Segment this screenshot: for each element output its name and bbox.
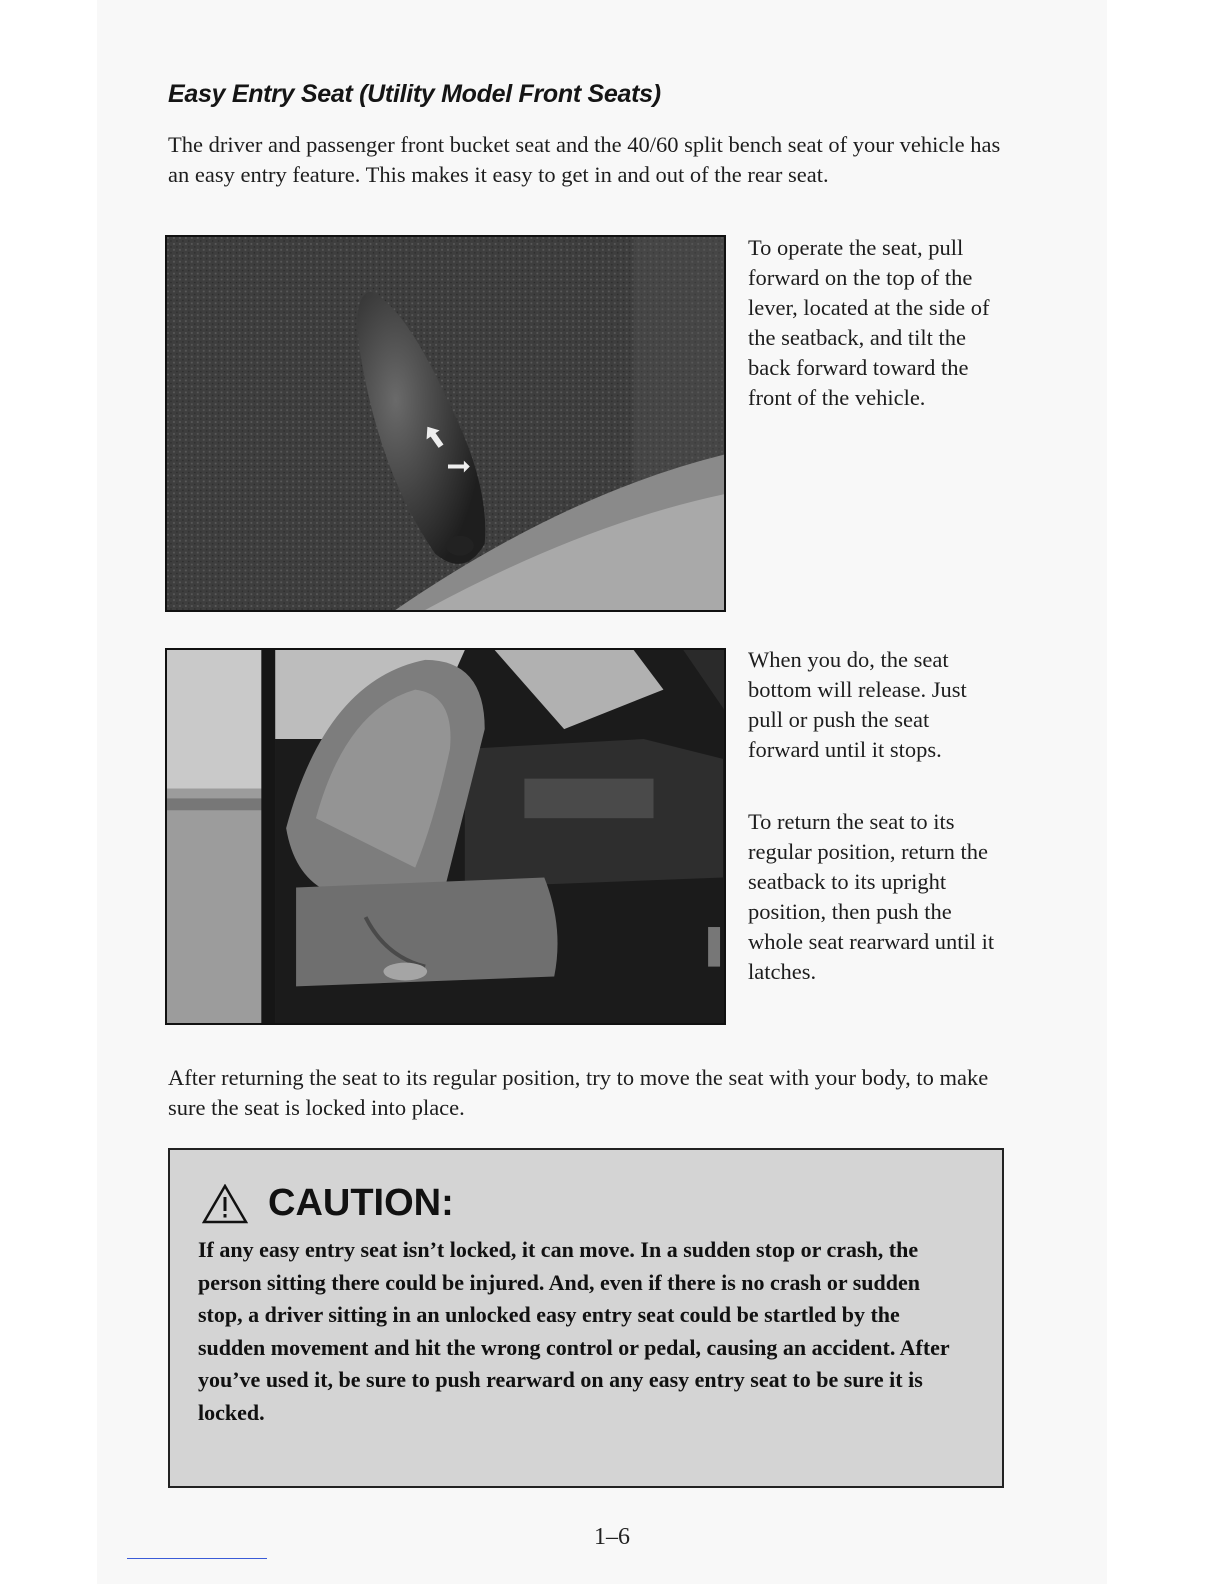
seat-release-instruction: When you do, the seat bottom will release. Just pull or push the seat forward until it stops. [748,647,967,762]
caution-title: CAUTION: [268,1182,454,1224]
caution-body: If any easy entry seat isn’t locked, it can move. In a sudden stop or crash, the person sitting there could be injured. And, even if there is no crash or sudden stop, a driver sitting in an unlocked easy entry seat could be startled by the sudden movement and hit the wrong control or pedal, causing an accident. After you’ve used it, be sure to push rearward on any easy entry seat to be sure it is locked. [198,1237,950,1425]
tilted-seat-photo [165,648,726,1025]
footer-rule [127,1558,267,1559]
section-heading: Easy Entry Seat (Utility Model Front Seats) [168,80,661,108]
operate-seat-instruction: To operate the seat, pull forward on the top of the lever, located at the side of the seatback, and tilt the back forward toward the front of the vehicle. [748,235,990,410]
caution-heading [202,1182,454,1225]
return-seat-instruction: To return the seat to its regular position, return the seatback to its upright position, then push the whole seat rearward until it latches. [748,809,995,984]
lock-check-paragraph: After returning the seat to its regular position, try to move the seat with your body, to make sure the seat is locked into place. [168,1065,989,1120]
seat-lever-photo [165,235,726,612]
caution-box [168,1148,1004,1488]
warning-triangle-icon [202,1184,248,1224]
intro-paragraph: The driver and passenger front bucket seat and the 40/60 split bench seat of your vehicle has an easy entry feature. This makes it easy to get in and out of the rear seat. [168,132,1001,187]
page-number: 1–6 [594,1524,630,1550]
